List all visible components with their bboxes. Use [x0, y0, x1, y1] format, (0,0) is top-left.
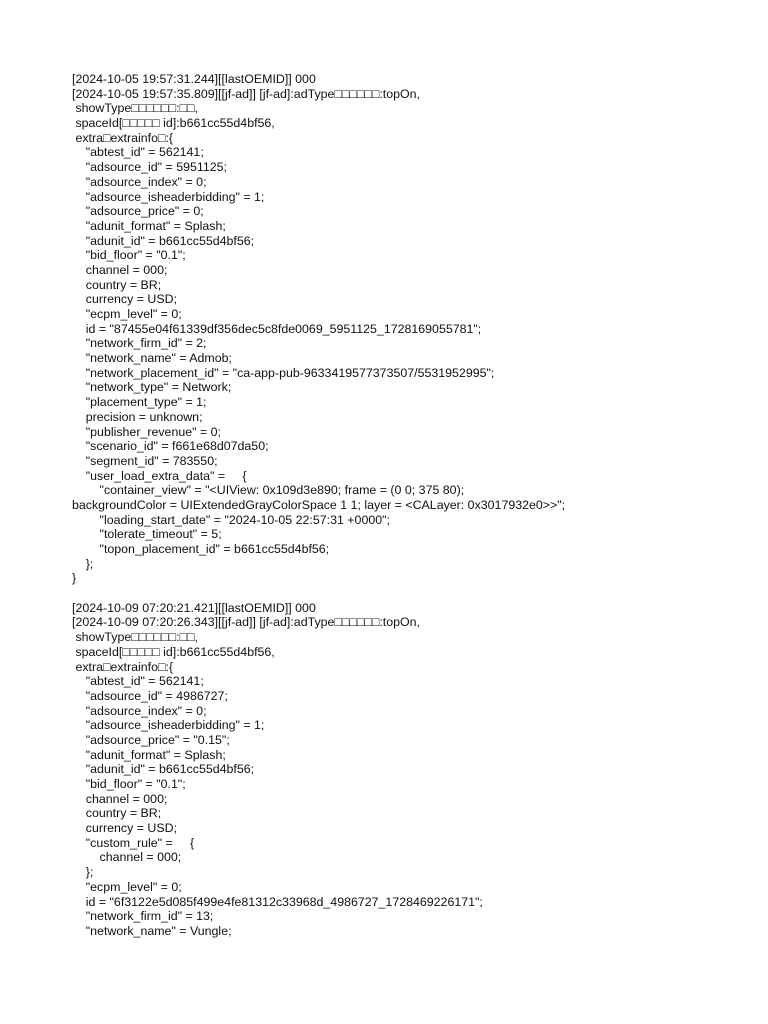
log-line: "network_firm_id" = 2; — [72, 336, 207, 351]
log-line: "placement_type" = 1; — [72, 395, 207, 410]
log-line: showType□□□□□□:□□, — [72, 101, 198, 116]
log-line: backgroundColor = UIExtendedGrayColorSpace 1 1; layer = <CALayer: 0x3017932e0>>"; — [72, 497, 566, 512]
log-line: channel = 000; — [72, 791, 168, 806]
log-line: country = BR; — [72, 277, 162, 292]
log-line: "adsource_index" = 0; — [72, 703, 207, 718]
log-line: "publisher_revenue" = 0; — [72, 424, 221, 439]
log-line: } — [72, 571, 77, 586]
log-line: "adsource_id" = 5951125; — [72, 160, 227, 175]
log-line: country = BR; — [72, 806, 162, 821]
log-line: spaceId[□□□□□ id]:b661cc55d4bf56, — [72, 116, 275, 131]
log-line: "bid_floor" = "0.1"; — [72, 777, 186, 791]
log-line: "ecpm_level" = 0; — [72, 307, 182, 321]
log-line: channel = 000; — [72, 850, 182, 865]
log-line: [2024-10-05 19:57:35.809][[jf-ad]] [jf-ad]:adType□□□□□□:topOn, — [72, 86, 420, 101]
log-line: [2024-10-09 07:20:26.343][[jf-ad]] [jf-ad]:adType□□□□□□:topOn, — [72, 615, 420, 630]
log-entry-1 — [72, 72, 752, 586]
log-text — [72, 72, 752, 939]
log-line: "adsource_id" = 4986727; — [72, 688, 228, 703]
log-line: "tolerate_timeout" = 5; — [72, 527, 222, 542]
log-line: "abtest_id" = 562141; — [72, 674, 204, 689]
log-line: "network_type" = Network; — [72, 380, 232, 395]
log-line: extra□extrainfo□:{ — [72, 130, 174, 145]
log-line: [2024-10-09 07:20:21.421][[lastOEMID]] 000 — [72, 600, 316, 615]
log-line: id = "87455e04f61339df356dec5c8fde0069_5951125_1728169055781"; — [72, 321, 482, 336]
log-line: extra□extrainfo□:{ — [72, 659, 174, 674]
log-line: "scenario_id" = f661e68d07da50; — [72, 439, 269, 454]
log-line: "adsource_isheaderbidding" = 1; — [72, 189, 265, 204]
log-line: "adsource_index" = 0; — [72, 174, 207, 189]
log-line: "network_name" = Admob; — [72, 351, 232, 366]
log-line: [2024-10-05 19:57:31.244][[lastOEMID]] 000 — [72, 72, 316, 86]
log-line: "adunit_id" = b661cc55d4bf56; — [72, 762, 255, 777]
log-line: "abtest_id" = 562141; — [72, 145, 204, 160]
log-line: }; — [72, 556, 94, 571]
log-line: currency = USD; — [72, 292, 178, 307]
entry-separator — [72, 586, 752, 601]
log-line: "network_firm_id" = 13; — [72, 909, 214, 924]
log-line: "network_placement_id" = "ca-app-pub-9633419577373507/5531952995"; — [72, 365, 495, 380]
log-line: id = "6f3122e5d085f499e4fe81312c33968d_4986727_1728469226171"; — [72, 894, 483, 909]
log-line: "user_load_extra_data" = { — [72, 468, 247, 483]
log-line: }; — [72, 865, 94, 880]
log-entry-2 — [72, 601, 752, 939]
log-line: currency = USD; — [72, 821, 178, 836]
log-line: "bid_floor" = "0.1"; — [72, 248, 186, 263]
log-line: "topon_placement_id" = b661cc55d4bf56; — [72, 542, 330, 556]
log-line: precision = unknown; — [72, 409, 203, 424]
log-line: "adsource_isheaderbidding" = 1; — [72, 718, 265, 733]
log-line: channel = 000; — [72, 262, 168, 277]
log-line: "adsource_price" = "0.15"; — [72, 732, 230, 747]
log-line: "container_view" = "<UIView: 0x109d3e890; frame = (0 0; 375 80); — [72, 483, 465, 498]
log-line: "custom_rule" = { — [72, 835, 195, 850]
log-line: "adunit_id" = b661cc55d4bf56; — [72, 233, 255, 248]
log-line: spaceId[□□□□□ id]:b661cc55d4bf56, — [72, 644, 275, 659]
log-line: "ecpm_level" = 0; — [72, 879, 182, 894]
log-line: showType□□□□□□:□□, — [72, 630, 198, 645]
log-line: "segment_id" = 783550; — [72, 453, 218, 468]
log-line: "loading_start_date" = "2024-10-05 22:57:31 +0000"; — [72, 512, 390, 527]
log-line: "network_name" = Vungle; — [72, 923, 232, 938]
log-line: "adsource_price" = 0; — [72, 204, 204, 219]
log-line: "adunit_format" = Splash; — [72, 218, 226, 233]
log-line: "adunit_format" = Splash; — [72, 747, 226, 762]
